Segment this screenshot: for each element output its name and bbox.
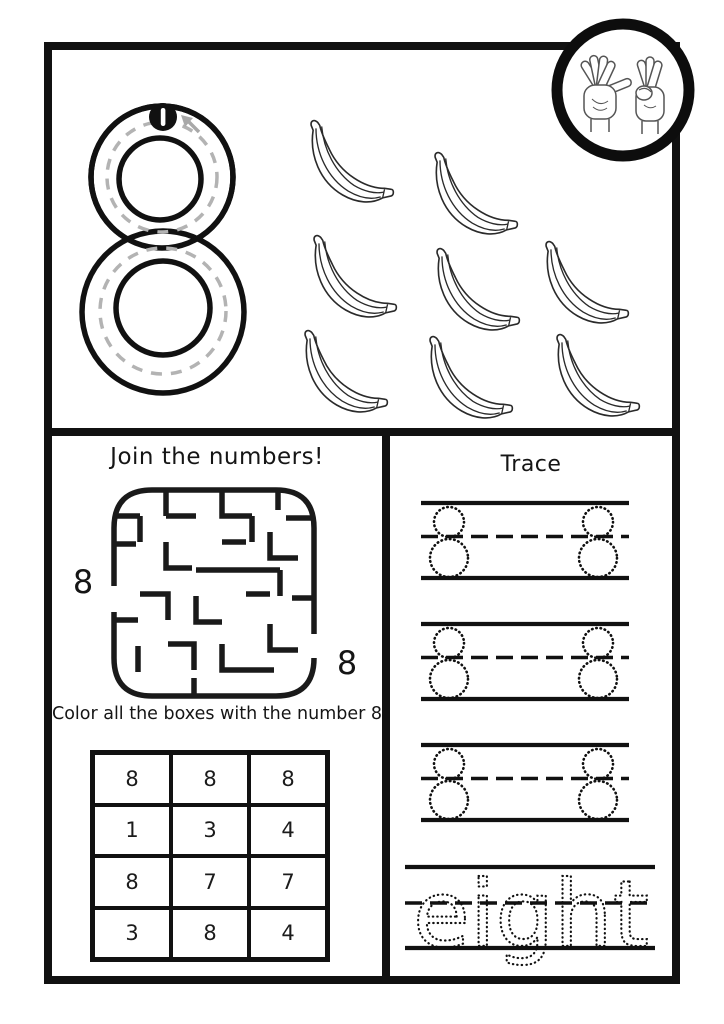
section-divider-horizontal [44, 428, 680, 436]
grid-cell: 8 [173, 755, 247, 803]
banana-icon [287, 325, 392, 425]
trace-title: Trace [500, 452, 562, 477]
number-grid [90, 750, 330, 962]
stroke-start-marker [149, 103, 177, 131]
grid-cell: 3 [173, 807, 247, 855]
trace-word: eight [413, 861, 649, 968]
trace-row [419, 741, 631, 825]
grid-cell: 1 [95, 807, 169, 855]
section-divider-vertical [382, 428, 390, 976]
maze [110, 486, 318, 700]
grid-cell: 8 [251, 755, 325, 803]
grid-cell: 7 [173, 858, 247, 906]
trace-word-line [402, 858, 660, 988]
grid-cell: 8 [173, 910, 247, 958]
maze-title: Join the numbers! [110, 444, 324, 470]
trace-row [419, 499, 631, 583]
grid-cell: 3 [95, 910, 169, 958]
grid-cell: 4 [251, 910, 325, 958]
banana-icon [412, 331, 517, 431]
banana-icon [293, 115, 398, 215]
maze-exit-number: 8 [336, 644, 358, 682]
trace-row [419, 620, 631, 704]
grid-cell: 8 [95, 858, 169, 906]
grid-cell: 7 [251, 858, 325, 906]
maze-entry-number: 8 [72, 563, 94, 601]
grid-cell: 8 [95, 755, 169, 803]
banana-icon [417, 147, 522, 247]
banana-icon [419, 243, 524, 343]
banana-icon [296, 230, 401, 330]
banana-icon [539, 329, 644, 429]
banana-icon [528, 236, 633, 336]
grid-cell: 4 [251, 807, 325, 855]
finger-count-badge [548, 15, 698, 165]
traceable-number-8 [78, 101, 248, 401]
color-boxes-caption: Color all the boxes with the number 8 [51, 704, 383, 724]
